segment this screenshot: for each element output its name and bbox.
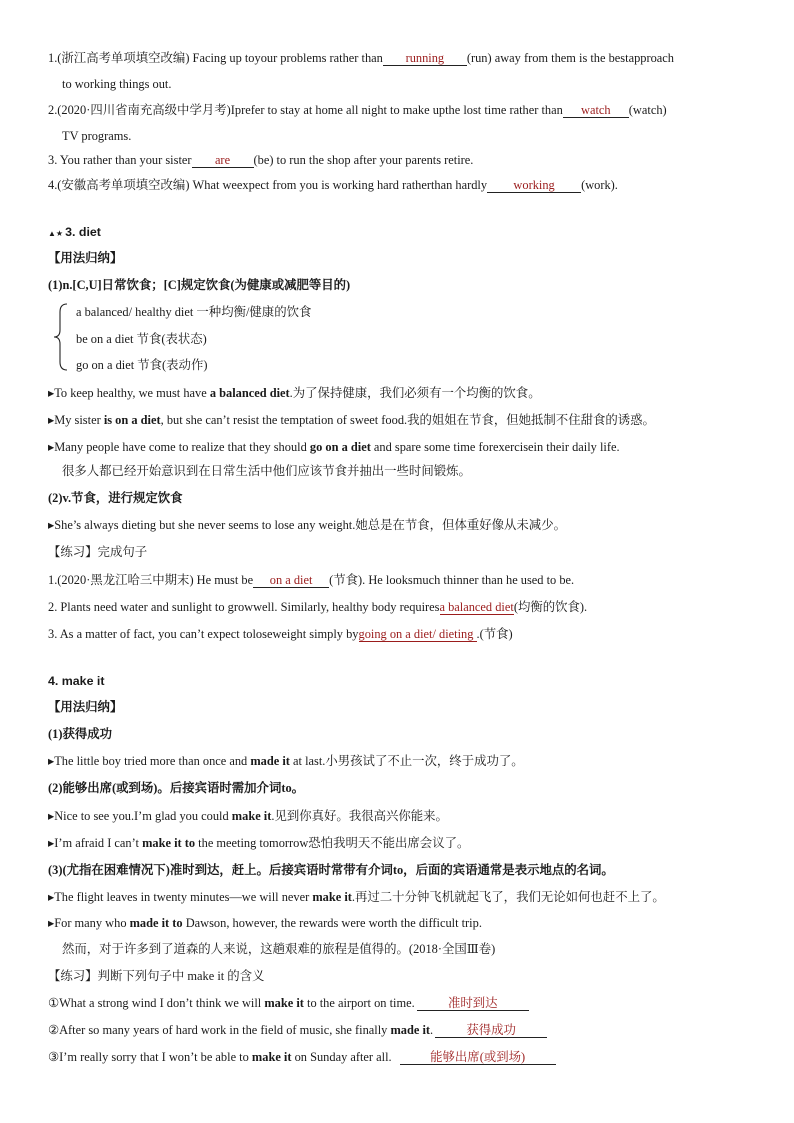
example-translation: 很多人都已经开始意识到在日常生活中他们应该节食并抽出一些时间锻炼。 (62, 464, 471, 478)
example-sentence: ▸To keep healthy, we must have a balanced diet.为了保持健康，我们必须有一个均衡的饮食。 (48, 386, 541, 400)
answer-blank: working (487, 178, 581, 193)
example-sentence: ▸For many who made it to Dawson, however, the rewards were worth the difficult trip. (48, 916, 482, 930)
diet-sense-2: (2)v.节食，进行规定饮食 (48, 491, 183, 505)
example-sentence: ▸Many people have come to realize that they should go on a diet and spare some time forexercisein their daily life. (48, 440, 620, 454)
practice-item: 1.(2020·黑龙江哈三中期末) He must be on a diet (节食). He looksmuch thinner than he used to be. (48, 573, 575, 587)
exercise-2: 2.(2020·四川省南充高级中学月考)Iprefer to stay at home all night to make upthe lost time rather than watch (watch) (48, 103, 667, 117)
answer-blank: watch (563, 103, 629, 118)
example-sentence: ▸The flight leaves in twenty minutes—we will never make it.再过二十分钟飞机就起飞了，我们无论如何也赶不上了。 (48, 890, 665, 904)
example-sentence: ▸Nice to see you.I’m glad you could make it.见到你真好。我很高兴你能来。 (48, 809, 448, 823)
exercise-1-continued: to working things out. (62, 77, 172, 91)
bullet-icon: ▸ (48, 890, 55, 904)
exercise-3: 3. You rather than your sister are (be) to run the shop after your parents retire. (48, 153, 474, 167)
answer-blank: 准时到达 (417, 996, 529, 1011)
bullet-icon: ▸ (48, 518, 55, 532)
example-translation: 然而，对于许多到了道森的人来说，这趟艰难的旅程是值得的。(2018·全国Ⅲ卷) (62, 942, 496, 956)
answer-blank: 能够出席(或到场) (400, 1050, 556, 1065)
diet-sense-1: (1)n.[C,U]日常饮食；[C]规定饮食(为健康或减肥等目的) (48, 278, 351, 292)
exercise-4: 4.(安徽高考单项填空改编) What weexpect from you is working hard ratherthan hardly working (work). (48, 178, 618, 192)
diet-phrase: be on a diet 节食(表状态) (76, 332, 207, 346)
bullet-icon: ▸ (48, 413, 55, 427)
diet-phrase: go on a diet 节食(表动作) (76, 358, 208, 372)
example-sentence: ▸I’m afraid I can’t make it to the meeting tomorrow恐怕我明天不能出席会议了。 (48, 836, 470, 850)
bullet-icon: ▸ (48, 916, 55, 930)
section-heading-make-it: 4. make it (48, 674, 105, 688)
bullet-icon: ▸ (48, 836, 55, 850)
section-heading-diet: ▲★ 3. diet (48, 225, 101, 239)
usage-summary-label: 【用法归纳】 (48, 251, 123, 265)
bullet-icon: ▸ (48, 809, 55, 823)
answer-blank: a balanced diet (439, 600, 514, 614)
practice-item: ①What a strong wind I don’t think we will make it to the airport on time. 准时到达 (48, 995, 529, 1011)
answer-blank: on a diet (253, 573, 329, 588)
answer-blank: are (192, 153, 254, 168)
exercise-2-continued: TV programs. (62, 129, 132, 143)
example-sentence: ▸My sister is on a diet, but she can’t resist the temptation of sweet food.我的姐姐在节食，但她抵制不住甜食的诱惑。 (48, 413, 655, 427)
practice-label: 【练习】判断下列句子中 make it 的含义 (48, 969, 265, 983)
exercise-1: 1.(浙江高考单项填空改编) Facing up toyour problems rather than running (run) away from them is the bestapproach (48, 51, 674, 65)
answer-blank: going on a diet/ dieting (358, 627, 477, 641)
bullet-icon: ▸ (48, 386, 55, 400)
bullet-icon: ▸ (48, 440, 55, 454)
practice-label: 【练习】完成句子 (48, 545, 148, 559)
make-it-sense-2: (2)能够出席(或到场)。后接宾语时需加介词to。 (48, 781, 305, 795)
answer-blank: 获得成功 (435, 1023, 547, 1038)
bullet-icon: ▸ (48, 754, 55, 768)
practice-item: ③I’m really sorry that I won’t be able to make it on Sunday after all. 能够出席(或到场) (48, 1049, 556, 1065)
usage-summary-label: 【用法归纳】 (48, 700, 123, 714)
practice-item: ②After so many years of hard work in the field of music, she finally made it. 获得成功 (48, 1022, 547, 1038)
practice-item: 2. Plants need water and sunlight to growwell. Similarly, healthy body requiresa balanced diet(均衡的饮食). (48, 600, 588, 614)
example-sentence: ▸She’s always dieting but she never seems to lose any weight.她总是在节食，但体重好像从未减少。 (48, 518, 566, 532)
practice-item: 3. As a matter of fact, you can’t expect toloseweight simply bygoing on a diet/ dieting .(节食) (48, 627, 513, 641)
make-it-sense-1: (1)获得成功 (48, 727, 113, 741)
example-sentence: ▸The little boy tried more than once and made it at last.小男孩试了不止一次，终于成功了。 (48, 754, 524, 768)
diet-phrase: a balanced/ healthy diet 一种均衡/健康的饮食 (76, 305, 312, 319)
answer-blank: running (383, 51, 467, 66)
brace-icon (52, 302, 70, 372)
make-it-sense-3: (3)(尤指在困难情况下)准时到达，赶上。后接宾语时常带有介词to，后面的宾语通常是表示地点的名词。 (48, 863, 614, 877)
